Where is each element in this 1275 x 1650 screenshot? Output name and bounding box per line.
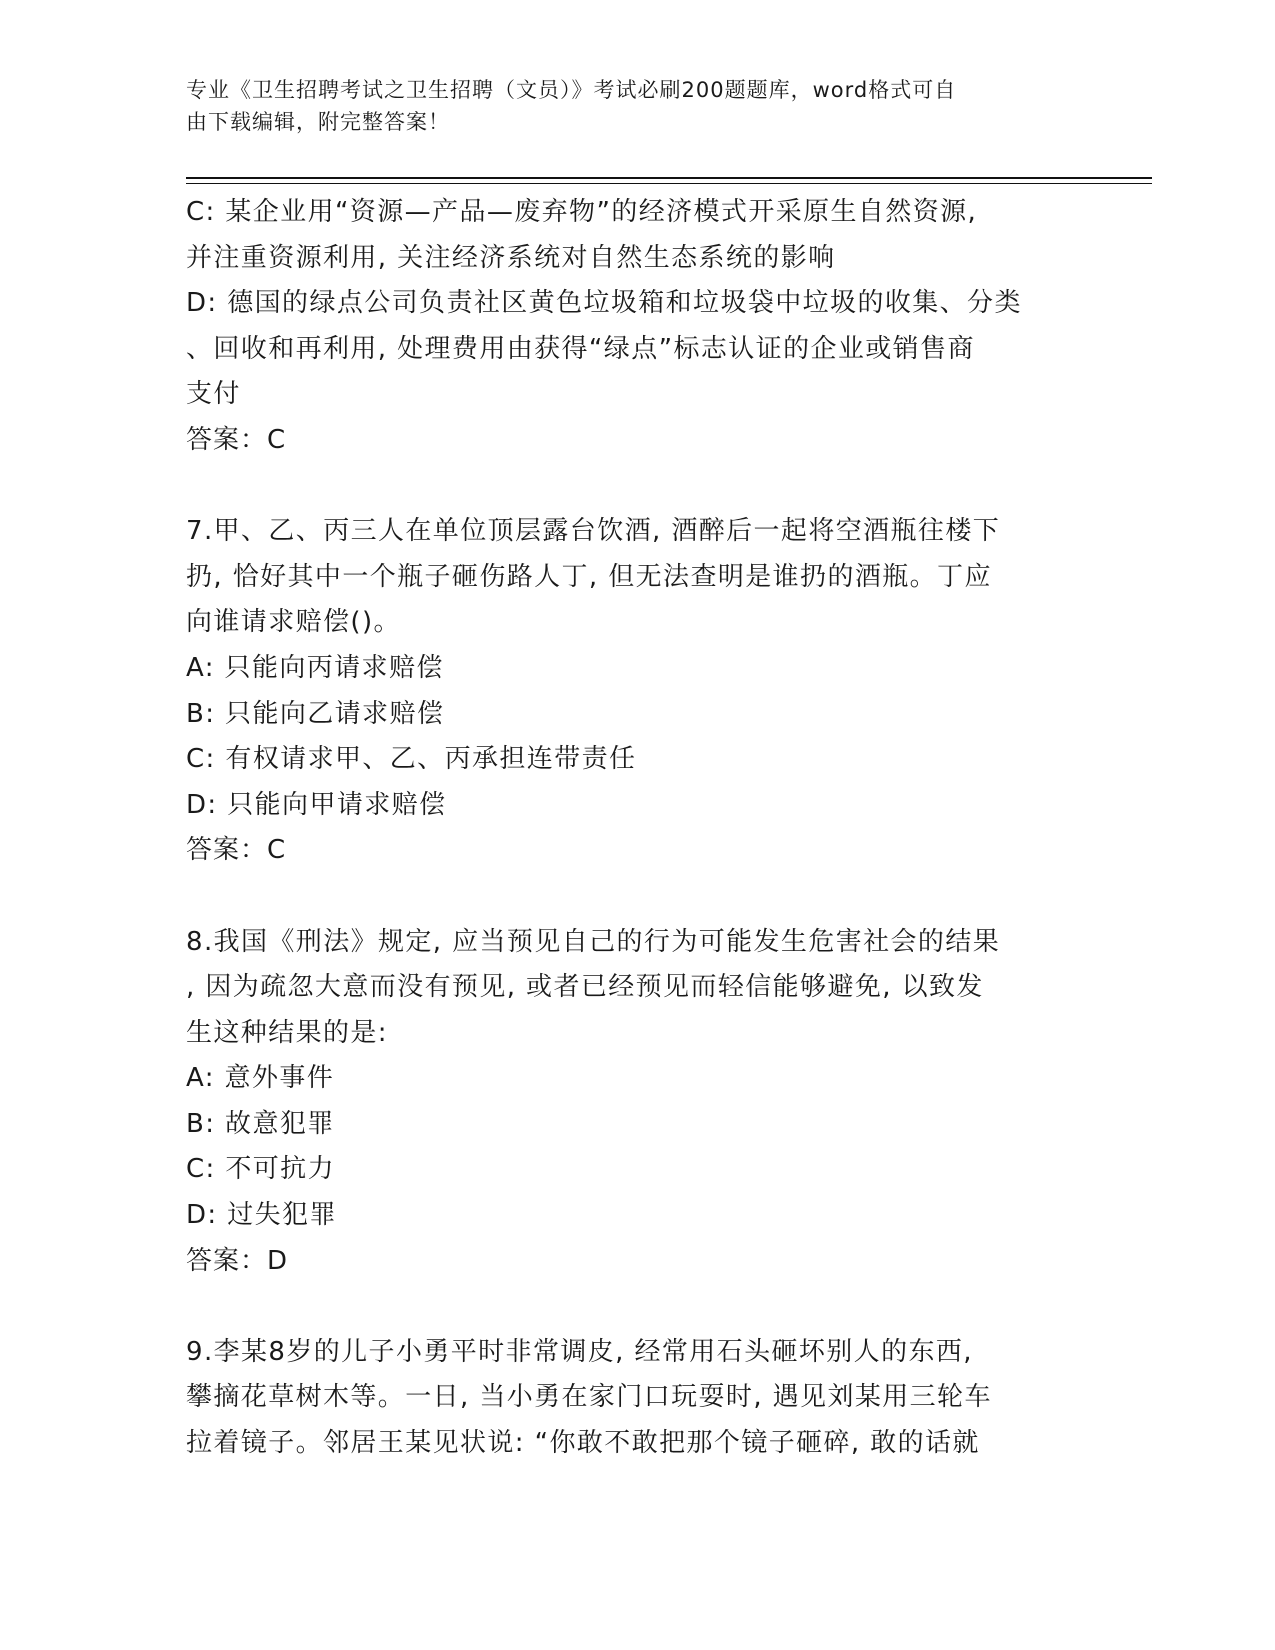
question-stem-line: 扔, 恰好其中一个瓶子砸伤路人丁, 但无法查明是谁扔的酒瓶。丁应 (186, 561, 992, 592)
option-a: A: 意外事件 (186, 1063, 335, 1094)
option-d-line: D: 德国的绿点公司负责社区黄色垃圾箱和垃圾袋中垃圾的收集、分类 (186, 288, 1022, 319)
option-d: D: 只能向甲请求赔偿 (186, 789, 447, 820)
spacer (186, 874, 1086, 920)
page-header (186, 74, 1086, 138)
question-9 (186, 1330, 1086, 1467)
document-body (186, 190, 1086, 1467)
header-line-1: 专业《卫生招聘考试之卫生招聘（文员）》考试必刷200题题库，word格式可自 (186, 78, 957, 102)
option-b: B: 故意犯罪 (186, 1108, 335, 1139)
option-d-line: 支付 (186, 379, 241, 410)
option-b: B: 只能向乙请求赔偿 (186, 698, 445, 729)
answer: 答案：C (186, 424, 287, 455)
question-stem-line: 8.我国《刑法》规定, 应当预见自己的行为可能发生危害社会的结果 (186, 926, 1001, 957)
header-rule-thick (186, 177, 1152, 179)
option-d-line: 、回收和再利用, 处理费用由获得“绿点”标志认证的企业或销售商 (186, 333, 975, 364)
header-rule-thin (186, 183, 1152, 184)
option-c-line: C: 某企业用“资源—产品—废弃物”的经济模式开采原生自然资源, (186, 197, 978, 227)
question-8 (186, 920, 1086, 1285)
header-line-2: 由下载编辑，附完整答案！ (186, 110, 450, 134)
question-stem-line: 攀摘花草树木等。一日, 当小勇在家门口玩耍时, 遇见刘某用三轮车 (186, 1382, 992, 1413)
spacer (186, 1284, 1086, 1330)
option-d: D: 过失犯罪 (186, 1200, 337, 1231)
question-stem-line: 9.李某8岁的儿子小勇平时非常调皮, 经常用石头砸坏别人的东西, (186, 1336, 973, 1367)
question-7 (186, 509, 1086, 874)
prev-question (186, 190, 1086, 464)
question-stem-line: 向谁请求赔偿()。 (186, 607, 401, 638)
option-c: C: 有权请求甲、乙、丙承担连带责任 (186, 744, 637, 775)
answer: 答案：D (186, 1245, 289, 1276)
question-stem-line: 生这种结果的是: (186, 1017, 388, 1048)
option-c-line: 并注重资源利用, 关注经济系统对自然生态系统的影响 (186, 242, 836, 273)
option-a: A: 只能向丙请求赔偿 (186, 652, 444, 683)
spacer (186, 464, 1086, 510)
question-stem-line: 拉着镜子。邻居王某见状说: “你敢不敢把那个镜子砸碎, 敢的话就 (186, 1428, 980, 1459)
question-stem-line: , 因为疏忽大意而没有预见, 或者已经预见而轻信能够避免, 以致发 (186, 972, 984, 1003)
answer: 答案：C (186, 835, 287, 866)
option-c: C: 不可抗力 (186, 1154, 335, 1185)
question-stem-line: 7.甲、乙、丙三人在单位顶层露台饮酒, 酒醉后一起将空酒瓶往楼下 (186, 516, 1001, 547)
